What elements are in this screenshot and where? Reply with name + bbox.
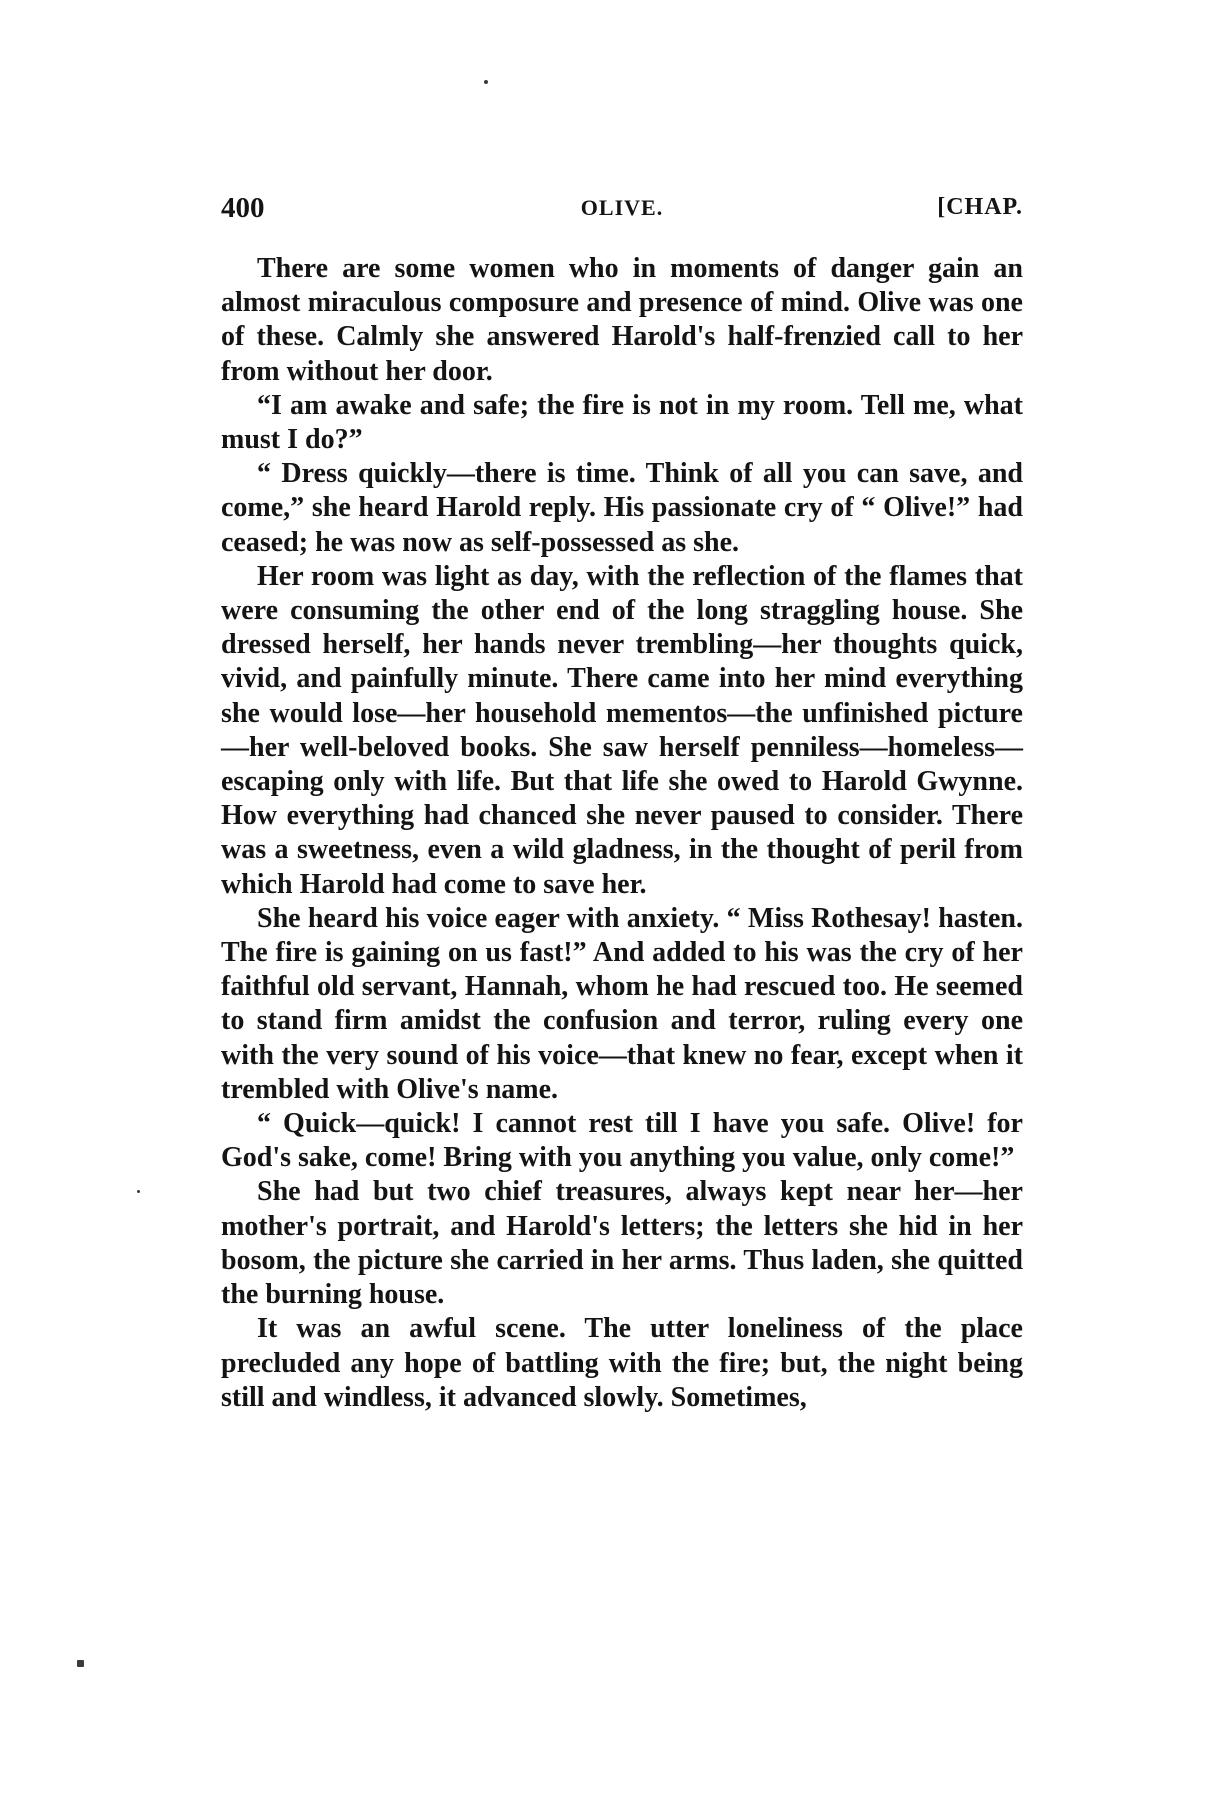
paragraph: She heard his voice eager with anxiety. “ Miss Rothesay! hasten. The fire is gaining on us fast!” And added to his was the cry of her faithful old servant, Hannah, whom he had rescued too. He seemed to stand firm amidst the confusion and terror, ruling every one with the very sound of his voice—that knew no fear, except when it trembled with Olive's name. (221, 902, 1023, 1105)
paragraph: Her room was light as day, with the reflection of the flames that were consuming the other end of the long straggling house. She dressed herself, her hands never trembling—her thoughts quick, vivid, and painfully minute. There came into her mind everything she would lose—her household mementos—the unfinished picture—her well-beloved books. She saw herself penniless—homeless—escaping only with life. But that life she owed to Harold Gwynne. How everything had chanced she never paused to consider. There was a sweetness, even a wild gladness, in the thought of peril from which Harold had come to save her. (221, 560, 1023, 900)
ink-speck-bottom-left (77, 1660, 84, 1667)
page-number: 400 (221, 192, 265, 224)
paragraph: “I am awake and safe; the fire is not in my room. Tell me, what must I do?” (221, 389, 1023, 456)
ink-speck-top (484, 80, 488, 84)
body-text (221, 252, 1023, 1415)
paragraph: “ Quick—quick! I cannot rest till I have you safe. Olive! for God's sake, come! Bring with you anything you value, only come!” (221, 1108, 1023, 1174)
paragraph: She had but two chief treasures, always kept near her—her mother's portrait, and Harold's letters; the letters she hid in her bosom, the picture she carried in her arms. Thus laden, she quitted the burning house. (221, 1176, 1023, 1311)
running-title: OLIVE. (580, 195, 664, 220)
paragraph: It was an awful scene. The utter loneliness of the place precluded any hope of battling with the fire; but, the night being still and windless, it advanced slowly. Sometimes, (221, 1313, 1023, 1413)
paragraph: There are some women who in moments of danger gain an almost miraculous composure and presence of mind. Olive was one of these. Calmly she answered Harold's half-frenzied call to her from without her door. (221, 253, 1023, 387)
chapter-marker: [CHAP. (937, 194, 1023, 220)
paragraph: “ Dress quickly—there is time. Think of all you can save, and come,” she heard Harold reply. His passionate cry of “ Olive!” had ceased; he was now as self-possessed as she. (221, 458, 1023, 558)
ink-speck-margin (137, 1190, 140, 1193)
running-head (221, 192, 1023, 232)
